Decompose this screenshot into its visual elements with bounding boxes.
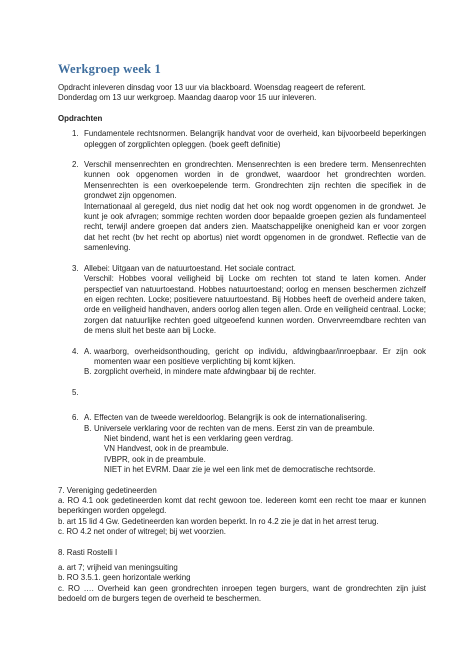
sub-item-text: Universele verklaring voor de rechten van de mens. Eerst zin van de preambule.: [94, 423, 375, 433]
sub-item-text: Effecten van de tweede wereldoorlog. Belangrijk is ook de internationalisering.: [94, 413, 368, 423]
sub-item-letter: A.: [84, 346, 92, 356]
section-line: c. RO 4.2 net onder of witregel; bij wet voorzien.: [58, 527, 226, 537]
item-text: Verschil: Hobbes vooral veiligheid bij Locke om rechten tot stand te laten komen. Ander perspectief van natuurtoestand. Hobbes natuurtoestand; oorlog en mensen beschermen zichzelf en eigen rechten. Locke; positievere natuurtoestand. Bij Hobbes heeft de overheid andere taken, orde en veiligheid handhaven, anders oorlog allen tegen allen. Orde en veiligheid centraal. Locke; zorgen dat natuurlijke rechten goed uitgeoefend kunnen worden. Onvervreemdbare rechten van de mens sluit het beste aan bij Locke.: [84, 274, 426, 336]
sub-item-letter: B.: [84, 367, 92, 377]
list-item: [58, 160, 426, 254]
item-text: Internationaal al geregeld, dus niet nodig dat het ook nog wordt opgenomen in de grondwet. Je kunt je ook afvragen; sommige rechten worden door bepaalde groepen gezien als fundamenteel recht, terwijl andere groepen dat anders zien. Maatschappelijke onenigheid kan er voor zorgen dat het recht (bv het recht op abortus) niet wordt opgenomen in de grondwet. Reflectie van de samenleving.: [84, 201, 426, 253]
sub-item-line: IVBPR, ook in de preambule.: [104, 454, 206, 464]
intro-line: Donderdag om 13 uur werkgroep. Maandag daarop voor 15 uur inleveren.: [58, 93, 317, 103]
list-item: [58, 413, 426, 475]
section-heading: 8. Rasti Rostelli I: [58, 547, 118, 557]
item-text: Verschil mensenrechten en grondrechten. Mensenrechten is een bredere term. Mensenrechten kunnen ook opgenomen worden in de grondwet, waardoor het grondrechten worden. Mensenrechten is een overkoepelende term. Grondrechten zijn rechten die specifiek in de grondwet zijn opgenomen.: [84, 160, 426, 201]
sub-item-line: VN Handvest, ook in de preambule.: [104, 444, 229, 454]
item-number: 2.: [72, 160, 79, 170]
section-heading: 7. Vereniging gedetineerden: [58, 485, 157, 495]
item-number: 3.: [72, 263, 79, 273]
section-line: a. art 7; vrijheid van meningsuiting: [58, 563, 178, 573]
sub-item: [84, 367, 426, 377]
sub-item-text: waarborg, overheidsonthouding, gericht op individu, afdwingbaar/inroepbaar. Er zijn ook momenten waar een positieve verplichting bij komt kijken.: [94, 346, 426, 366]
page-title: Werkgroep week 1: [58, 62, 161, 76]
section-heading: Opdrachten: [58, 113, 103, 123]
item-number: 6.: [72, 413, 79, 423]
sub-item-letter: A.: [84, 413, 92, 423]
list-item: [58, 129, 426, 150]
section-line: c. RO …. Overheid kan geen grondrechten inroepen tegen burgers, want de grondrechten zijn juist bedoeld om de burgers tegen de overheid te beschermen.: [58, 583, 426, 604]
list-item: [58, 388, 426, 398]
section-line: b. art 15 lid 4 Gw. Gedetineerden kan worden beperkt. In ro 4.2 zie je dat in het arrest terug.: [58, 516, 379, 526]
sub-item-text: zorgplicht overheid, in mindere mate afdwingbaar bij de rechter.: [94, 367, 316, 377]
list-item: [58, 347, 426, 378]
item-number: 1.: [72, 129, 79, 139]
item-text: Fundamentele rechtsnormen. Belangrijk handvat voor de overheid, kan bijvoorbeeld beperkingen opleggen of zorgplichten opleggen. (boek geeft definitie): [84, 129, 426, 149]
item-number: 4.: [72, 346, 79, 356]
sub-item: [84, 347, 426, 368]
section-line: b. RO 3.5.1. geen horizontale werking: [58, 573, 191, 583]
sub-item-line: NIET in het EVRM. Daar zie je wel een link met de democratische rechtsorde.: [104, 465, 376, 475]
assignment-list: [58, 129, 426, 475]
sub-item: [84, 413, 426, 423]
intro-line: Opdracht inleveren dinsdag voor 13 uur via blackboard. Woensdag reageert de referent.: [58, 83, 366, 92]
item-text: Allebei: Uitgaan van de natuurtoestand. Het sociale contract.: [84, 263, 296, 273]
item-number: 5.: [72, 387, 79, 397]
document-content: [58, 62, 426, 605]
list-item: [58, 264, 426, 337]
sub-item-letter: B.: [84, 423, 92, 433]
sub-item: [84, 424, 426, 476]
section-line: a. RO 4.1 ook gedetineerden komt dat recht gewoon toe. Iedereen komt een recht toe maar er kunnen beperkingen worden opgelegd.: [58, 496, 426, 516]
sub-item-line: Niet bindend, want het is een verklaring geen verdrag.: [104, 433, 294, 443]
